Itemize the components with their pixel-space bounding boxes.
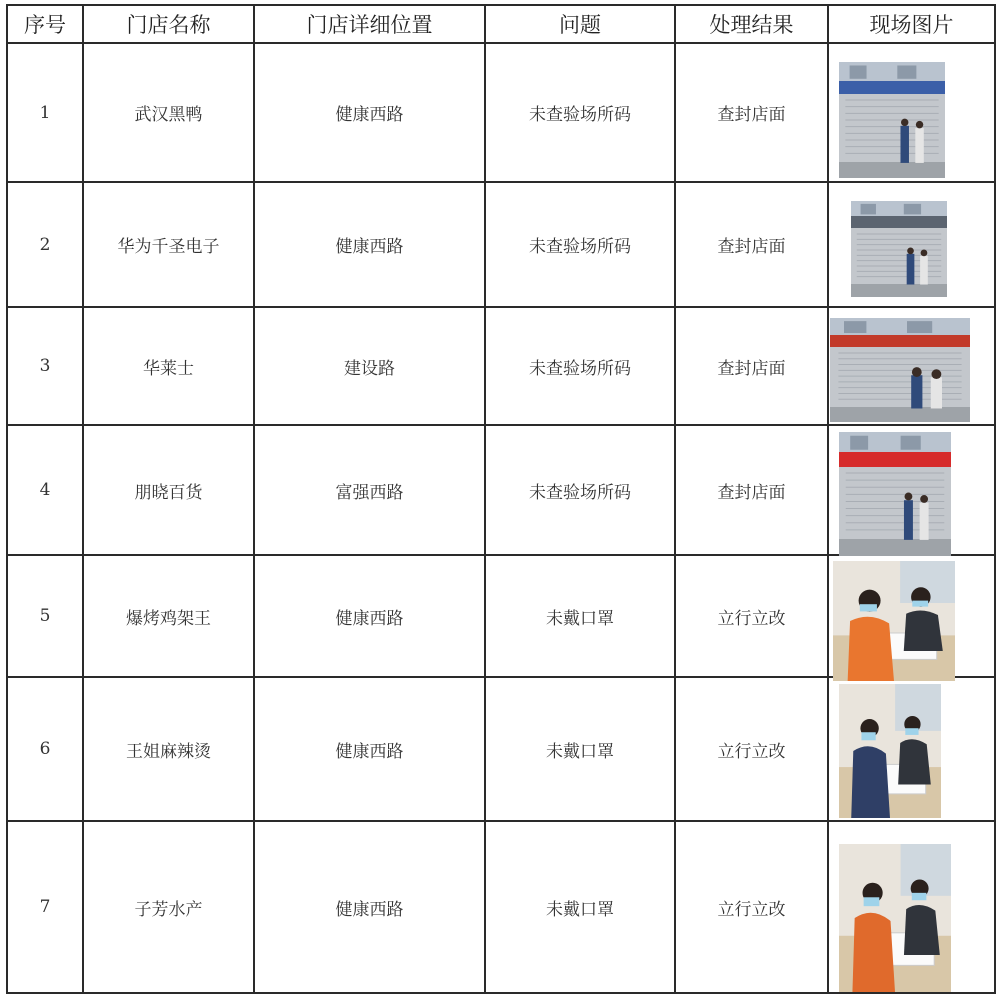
result: 查封店面 [675, 43, 828, 182]
result: 查封店面 [675, 425, 828, 555]
photo-cell [828, 677, 995, 821]
store-name: 华为千圣电子 [83, 182, 254, 307]
result: 立行立改 [675, 555, 828, 677]
site-photo [830, 318, 970, 422]
row-no: 4 [7, 425, 83, 555]
photo-cell [828, 821, 995, 993]
issue: 未戴口罩 [485, 821, 675, 993]
header-location: 门店详细位置 [254, 5, 485, 43]
table-row [7, 555, 995, 677]
result: 立行立改 [675, 821, 828, 993]
photo-cell [828, 555, 995, 677]
result: 立行立改 [675, 677, 828, 821]
result: 查封店面 [675, 182, 828, 307]
store-location: 健康西路 [254, 555, 485, 677]
issue: 未查验场所码 [485, 182, 675, 307]
site-photo [839, 432, 951, 556]
table-row [7, 677, 995, 821]
row-no: 2 [7, 182, 83, 307]
table-row [7, 182, 995, 307]
header-photo: 现场图片 [828, 5, 995, 43]
header-no: 序号 [7, 5, 83, 43]
store-name: 子芳水产 [83, 821, 254, 993]
issue: 未查验场所码 [485, 307, 675, 425]
store-name: 华莱士 [83, 307, 254, 425]
site-photo [851, 201, 947, 297]
issue: 未查验场所码 [485, 425, 675, 555]
store-location: 建设路 [254, 307, 485, 425]
site-photo [839, 684, 941, 818]
store-location: 健康西路 [254, 677, 485, 821]
store-name: 爆烤鸡架王 [83, 555, 254, 677]
store-location: 健康西路 [254, 43, 485, 182]
result: 查封店面 [675, 307, 828, 425]
site-photo [833, 561, 955, 681]
store-location: 健康西路 [254, 182, 485, 307]
site-photo [839, 844, 951, 992]
store-location: 富强西路 [254, 425, 485, 555]
header-store-name: 门店名称 [83, 5, 254, 43]
photo-cell [828, 43, 995, 182]
issue: 未查验场所码 [485, 43, 675, 182]
issue: 未戴口罩 [485, 555, 675, 677]
photo-cell [828, 425, 995, 555]
header-row [7, 5, 995, 43]
row-no: 5 [7, 555, 83, 677]
header-issue: 问题 [485, 5, 675, 43]
inspection-table [6, 4, 996, 994]
store-location: 健康西路 [254, 821, 485, 993]
table-row [7, 307, 995, 425]
issue: 未戴口罩 [485, 677, 675, 821]
store-name: 朋晓百货 [83, 425, 254, 555]
row-no: 1 [7, 43, 83, 182]
table-row [7, 425, 995, 555]
store-name: 武汉黑鸭 [83, 43, 254, 182]
row-no: 7 [7, 821, 83, 993]
table-row [7, 43, 995, 182]
photo-cell [828, 182, 995, 307]
table-row [7, 821, 995, 993]
photo-cell [828, 307, 995, 425]
row-no: 6 [7, 677, 83, 821]
header-result: 处理结果 [675, 5, 828, 43]
row-no: 3 [7, 307, 83, 425]
store-name: 王姐麻辣烫 [83, 677, 254, 821]
site-photo [839, 62, 945, 178]
